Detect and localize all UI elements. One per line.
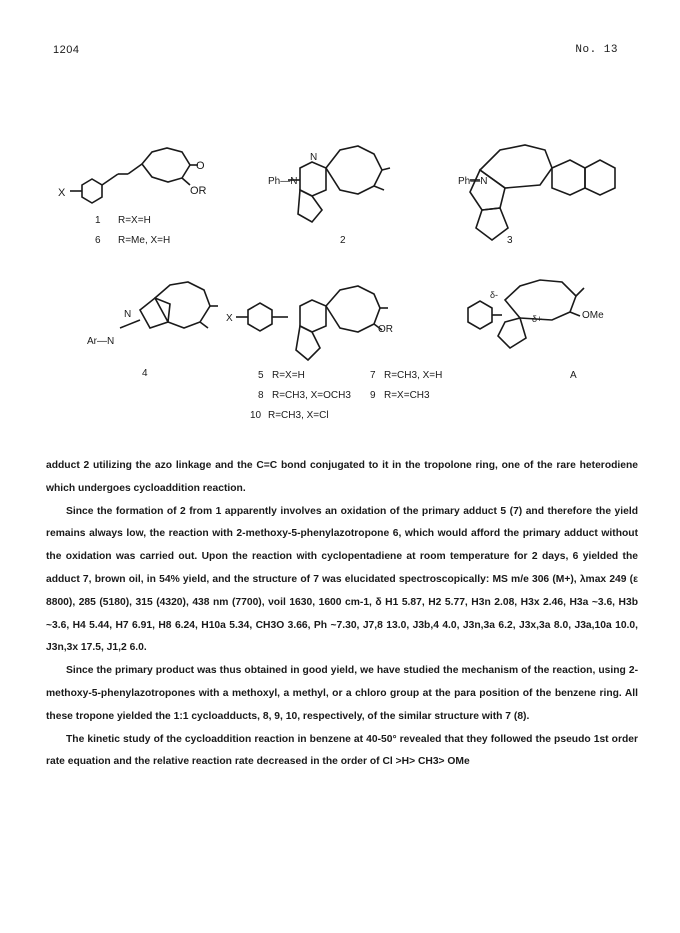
- cmpd1-x: X: [58, 187, 66, 199]
- cmpd9-num: 9: [370, 390, 376, 401]
- compound-2-structure: [268, 146, 390, 246]
- cmpd4-ar: Ar—N: [87, 336, 115, 347]
- figure-structures: [0, 110, 680, 430]
- cmpd10-num: 10: [250, 410, 262, 421]
- cmpdA-dminus: δ-: [490, 290, 499, 300]
- paragraph-4: The kinetic study of the cycloaddition reaction in benzene at 40-50° revealed that they followed the pseudo 1st order rate equation and the relative reaction rate decreased in the order of Cl >H> CH3> OMe: [46, 733, 638, 768]
- cmpd5-x: X: [226, 313, 233, 324]
- compound-1-structure: [58, 148, 207, 246]
- cmpd2-ph: Ph—N: [268, 176, 298, 187]
- cmpd1-o: O: [196, 160, 205, 172]
- cmpd4-num: 4: [142, 368, 148, 379]
- cmpd10-label: R=CH3, X=Cl: [268, 410, 329, 421]
- cmpd2-n: N: [310, 152, 318, 163]
- cmpd6-label: R=Me, X=H: [118, 235, 171, 246]
- cmpd6-num: 6: [95, 235, 101, 246]
- compound-a-structure: [468, 280, 604, 381]
- cmpdA-dplus: δ+: [532, 314, 543, 324]
- paragraph-3: Since the primary product was thus obtained in good yield, we have studied the mechanism of the reaction, using 2-methoxy-5-phenylazotropones with a methoxyl, a methyl, or a chloro group at the para position of the benzene ring. All these tropone yielded the 1:1 cycloadducts, 8, 9, 10, respectively, of the similar structure with 7 (8).: [46, 665, 638, 722]
- cmpd1-or: OR: [190, 185, 207, 197]
- cmpdA-ome: OMe: [582, 310, 604, 321]
- paragraph-1: adduct 2 utilizing the azo linkage and the C=C bond conjugated to it in the tropolone ring, one of the rare heterodiene which undergoes cycloaddition reaction.: [46, 460, 638, 494]
- page-number: 1204: [53, 44, 80, 56]
- cmpdA-num: A: [570, 370, 577, 381]
- cmpd1-num: 1: [95, 215, 101, 226]
- cmpd4-n: N: [124, 309, 132, 320]
- body-text: [46, 455, 638, 774]
- cmpd3-num: 3: [507, 235, 513, 246]
- cmpd1-label: R=X=H: [118, 215, 151, 226]
- cmpd5-num: 5: [258, 370, 264, 381]
- cmpd7-num: 7: [370, 370, 376, 381]
- cmpd7-label: R=CH3, X=H: [384, 370, 443, 381]
- cmpd8-label: R=CH3, X=OCH3: [272, 390, 351, 401]
- structures-svg: [0, 110, 680, 430]
- compound-5-structure: [226, 286, 442, 421]
- cmpd5-or: OR: [378, 324, 393, 335]
- compound-4-structure: [87, 282, 218, 379]
- cmpd5-label: R=X=H: [272, 370, 305, 381]
- compound-3-structure: [458, 145, 615, 246]
- cmpd2-num: 2: [340, 235, 346, 246]
- paragraph-2: Since the formation of 2 from 1 apparently involves an oxidation of the primary adduct 5 (7) and therefore the yield remains always low, the reaction with 2-methoxy-5-phenylazotropone 6, which would afford the primary adduct without the oxidation was carried out. Upon the reaction with cyclopentadiene at room temperature for 2 days, 6 yielded the adduct 7, brown oil, in 54% yield, and the structure of 7 was elucidated spectroscopically: MS m/e 306 (M+), λmax 249 (ε 8800), 285 (5180), 315 (4320), 438 nm (7700), νoil 1630, 1600 cm-1, δ H1 5.87, H2 5.77, H3n 2.08, H3x 2.46, H3a ~3.6, H3b ~3.6, H4 5.44, H7 6.91, H8 6.24, H10a 5.34, CH3O 3.66, Ph ~7.30, J7,8 13.0, J3b,4 4.0, J3n,3a 6.2, J3x,3a 8.0, J3a,10a 10.0, J3n,3x 17.5, J1,2 6.0.: [46, 505, 638, 654]
- journal-issue: No. 13: [575, 44, 618, 56]
- cmpd9-label: R=X=CH3: [384, 390, 430, 401]
- cmpd8-num: 8: [258, 390, 264, 401]
- cmpd3-ph: Ph—N: [458, 176, 488, 187]
